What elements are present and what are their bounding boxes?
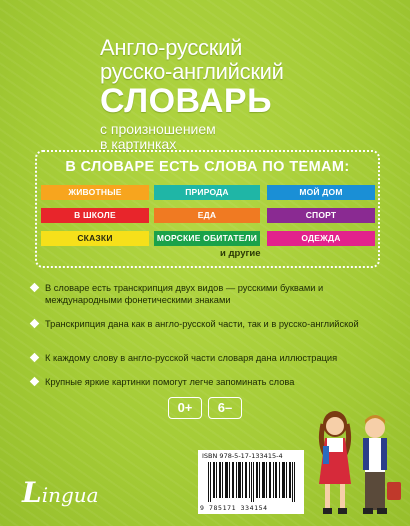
barcode bbox=[198, 450, 304, 514]
diamond-bullet-icon bbox=[30, 353, 40, 363]
age-rating-badge: 6– bbox=[208, 397, 242, 419]
diamond-bullet-icon bbox=[30, 377, 40, 387]
barcode-bars-icon bbox=[208, 462, 296, 502]
topic-chip: ПРИРОДА bbox=[154, 185, 260, 200]
schoolchildren-illustration bbox=[305, 402, 405, 524]
list-item bbox=[30, 318, 385, 330]
fact-text: К каждому слову в англо-русской части словаря дана иллюстрация bbox=[45, 353, 338, 363]
isbn-text: ISBN 978-5-17-133415-4 bbox=[202, 452, 283, 460]
topic-chip: ЖИВОТНЫЕ bbox=[41, 185, 149, 200]
fact-text: Крупные яркие картинки помогут легче запоминать слова bbox=[45, 377, 295, 387]
title-main: СЛОВАРЬ bbox=[100, 82, 273, 120]
topics-heading: В СЛОВАРЕ ЕСТЬ СЛОВА ПО ТЕМАМ: bbox=[65, 159, 350, 175]
subtitle-line-1: с произношением bbox=[100, 121, 216, 137]
diamond-bullet-icon bbox=[30, 283, 40, 293]
list-item bbox=[30, 376, 385, 388]
topic-chip: ОДЕЖДА bbox=[267, 231, 375, 246]
age-rating-badge: 0+ bbox=[168, 397, 202, 419]
diamond-bullet-icon bbox=[30, 319, 40, 329]
logo-initial: L bbox=[22, 476, 42, 509]
subtitle-line-2: в картинках bbox=[100, 136, 177, 152]
logo-text: ingua bbox=[41, 483, 99, 507]
topic-chip: СПОРТ bbox=[267, 208, 375, 223]
topic-chip: В ШКОЛЕ bbox=[41, 208, 149, 223]
fact-text: В словаре есть транскрипция двух видов — русскими буквами и международными фонетическими знаками bbox=[45, 283, 324, 305]
list-item bbox=[30, 352, 385, 364]
topics-box bbox=[35, 150, 380, 268]
topic-chip: МОРСКИЕ ОБИТАТЕЛИ bbox=[154, 231, 260, 246]
topic-chip: МОЙ ДОМ bbox=[267, 185, 375, 200]
title-block bbox=[100, 36, 360, 152]
title-line-1: Англо-русский bbox=[100, 35, 243, 60]
publisher-logo bbox=[22, 476, 99, 509]
topics-more: и другие bbox=[220, 248, 261, 259]
barcode-digits: 9 785171 334154 bbox=[200, 504, 268, 512]
topic-chip: СКАЗКИ bbox=[41, 231, 149, 246]
list-item bbox=[30, 282, 385, 306]
topic-chip: ЕДА bbox=[154, 208, 260, 223]
title-line-2: русско-английский bbox=[100, 59, 284, 84]
fact-text: Транскрипция дана как в англо-русской части, так и в русско-английской bbox=[45, 319, 359, 329]
